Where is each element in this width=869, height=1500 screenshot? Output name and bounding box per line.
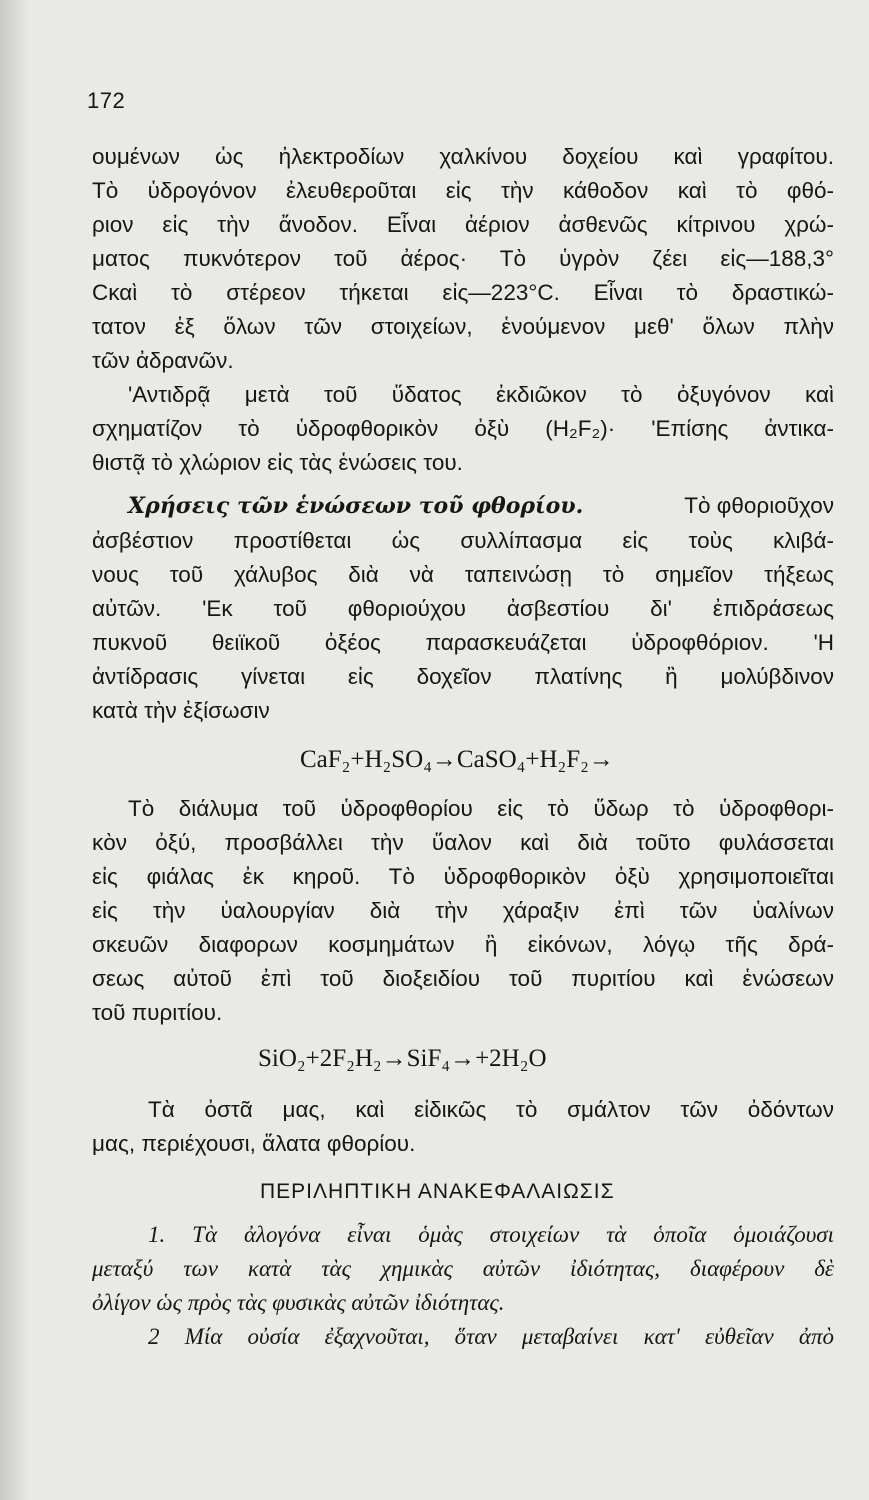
text-line: Τὰ ὀστᾶ μας, καὶ εἰδικῶς τὸ σμάλτον τῶν ὀδόντων [148,1097,834,1122]
text-line: ουμένων ὡς ἠλεκτροδίων χαλκίνου δοχείου καὶ γραφίτου. [92,144,834,169]
page-number: 172 [87,88,126,113]
text-line: αὐτῶν. 'Εκ τοῦ φθοριούχου ἀσβεστίου δι' ἐπιδράσεως [92,596,834,621]
text-line: νους τοῦ χάλυβος διὰ νὰ ταπεινώσῃ τὸ σημεῖον τήξεως [92,562,834,587]
text-line: τῶν ἀδρανῶν. [92,348,234,373]
text-line: ἀντίδρασις γίνεται εἰς δοχεῖον πλατίνης ἢ μολύβδινον [92,664,834,689]
text-line: Cκαὶ τὸ στέρεον τήκεται εἰς—223°C. Εἶναι τὸ δραστικώ- [92,280,834,305]
chemical-equation: SiO₂+2F₂H₂→SiF₄→+2H₂O [258,1045,547,1072]
text-line: Τὸ ὑδρογόνον ἐλευθεροῦται εἰς τὴν κάθοδον καὶ τὸ φθό- [92,178,834,203]
summary-line: μεταξύ των κατὰ τὰς χημικὰς αὐτῶν ἰδιότητας, διαφέρουν δὲ [92,1256,834,1281]
section-heading: Χρήσεις τῶν ἑνώσεων τοῦ φθορίου. [128,493,584,519]
text-line: κατὰ τὴν ἐξίσωσιν [92,698,270,723]
summary-title: ΠΕΡΙΛΗΠΤΙΚΗ ΑΝΑΚΕΦΑΛΑΙΩΣΙΣ [260,1180,615,1203]
text-line: Τὸ διάλυμα τοῦ ὑδροφθορίου εἰς τὸ ὕδωρ τὸ ὑδροφθορι- [128,796,834,821]
text-line: ριον εἰς τὴν ἄνοδον. Εἶναι ἀέριον ἀσθενῶς κίτρινου χρώ- [92,212,834,237]
text-line: εἰς τὴν ὑαλουργίαν διὰ τὴν χάραξιν ἐπὶ τῶν ὑαλίνων [92,898,834,923]
text-line: πυκνοῦ θειϊκοῦ ὀξέος παρασκευάζεται ὑδροφθόριον. 'Η [92,630,834,655]
text-line: 'Αντιδρᾷ μετὰ τοῦ ὕδατος ἐκδιῶκον τὸ ὀξυγόνον καὶ [128,382,834,407]
text-line: ἀσβέστιον προστίθεται ὡς συλλίπασμα εἰς τοὺς κλιβά- [92,528,834,553]
text-line: κὸν ὀξύ, προσβάλλει τὴν ὕαλον καὶ διὰ τοῦτο φυλάσσεται [92,830,834,855]
text-line: τατον ἐξ ὅλων τῶν στοιχείων, ἑνούμενον μεθ' ὅλων πλὴν [92,314,834,339]
text-line: ματος πυκνότερον τοῦ ἀέρος· Τὸ ὑγρὸν ζέει εἰς—188,3° [92,246,834,271]
text-line: σεως αὐτοῦ ἐπὶ τοῦ διοξειδίου τοῦ πυριτίου καὶ ἑνώσεων [92,966,834,991]
text-line: σχηματίζον τὸ ὑδροφθορικὸν ὀξὺ (H₂F₂)· 'Επίσης ἀντικα- [92,416,834,441]
text-line: θιστᾷ τὸ χλώριον εἰς τὰς ἑνώσεις του. [92,450,463,475]
summary-line: ὀλίγον ὡς πρὸς τὰς φυσικὰς αὐτῶν ἰδιότητας. [92,1290,505,1315]
summary-line: 1. Τὰ ἀλογόνα εἶναι ὁμὰς στοιχείων τὰ ὁποῖα ὁμοιάζουσι [148,1222,834,1247]
text-line: σκευῶν διαφορων κοσμημάτων ἢ εἰκόνων, λόγῳ τῆς δρά- [92,932,834,957]
summary-line: 2 Μία οὐσία ἐξαχνοῦται, ὅταν μεταβαίνει κατ' εὐθεῖαν ἀπὸ [148,1324,834,1349]
section-heading-line [128,492,834,520]
text-line: τοῦ πυριτίου. [92,1000,223,1025]
chemical-equation: CaF₂+H₂SO₄→CaSO₄+H₂F₂→ [300,746,614,773]
text-line-fragment: Τὸ φθοριοῦχον [684,493,834,518]
text-line: μας, περιέχουσι, ἅλατα φθορίου. [92,1131,416,1156]
text-line: εἰς φιάλας ἐκ κηροῦ. Τὸ ὑδροφθορικὸν ὀξὺ χρησιμοποιεῖται [92,864,834,889]
